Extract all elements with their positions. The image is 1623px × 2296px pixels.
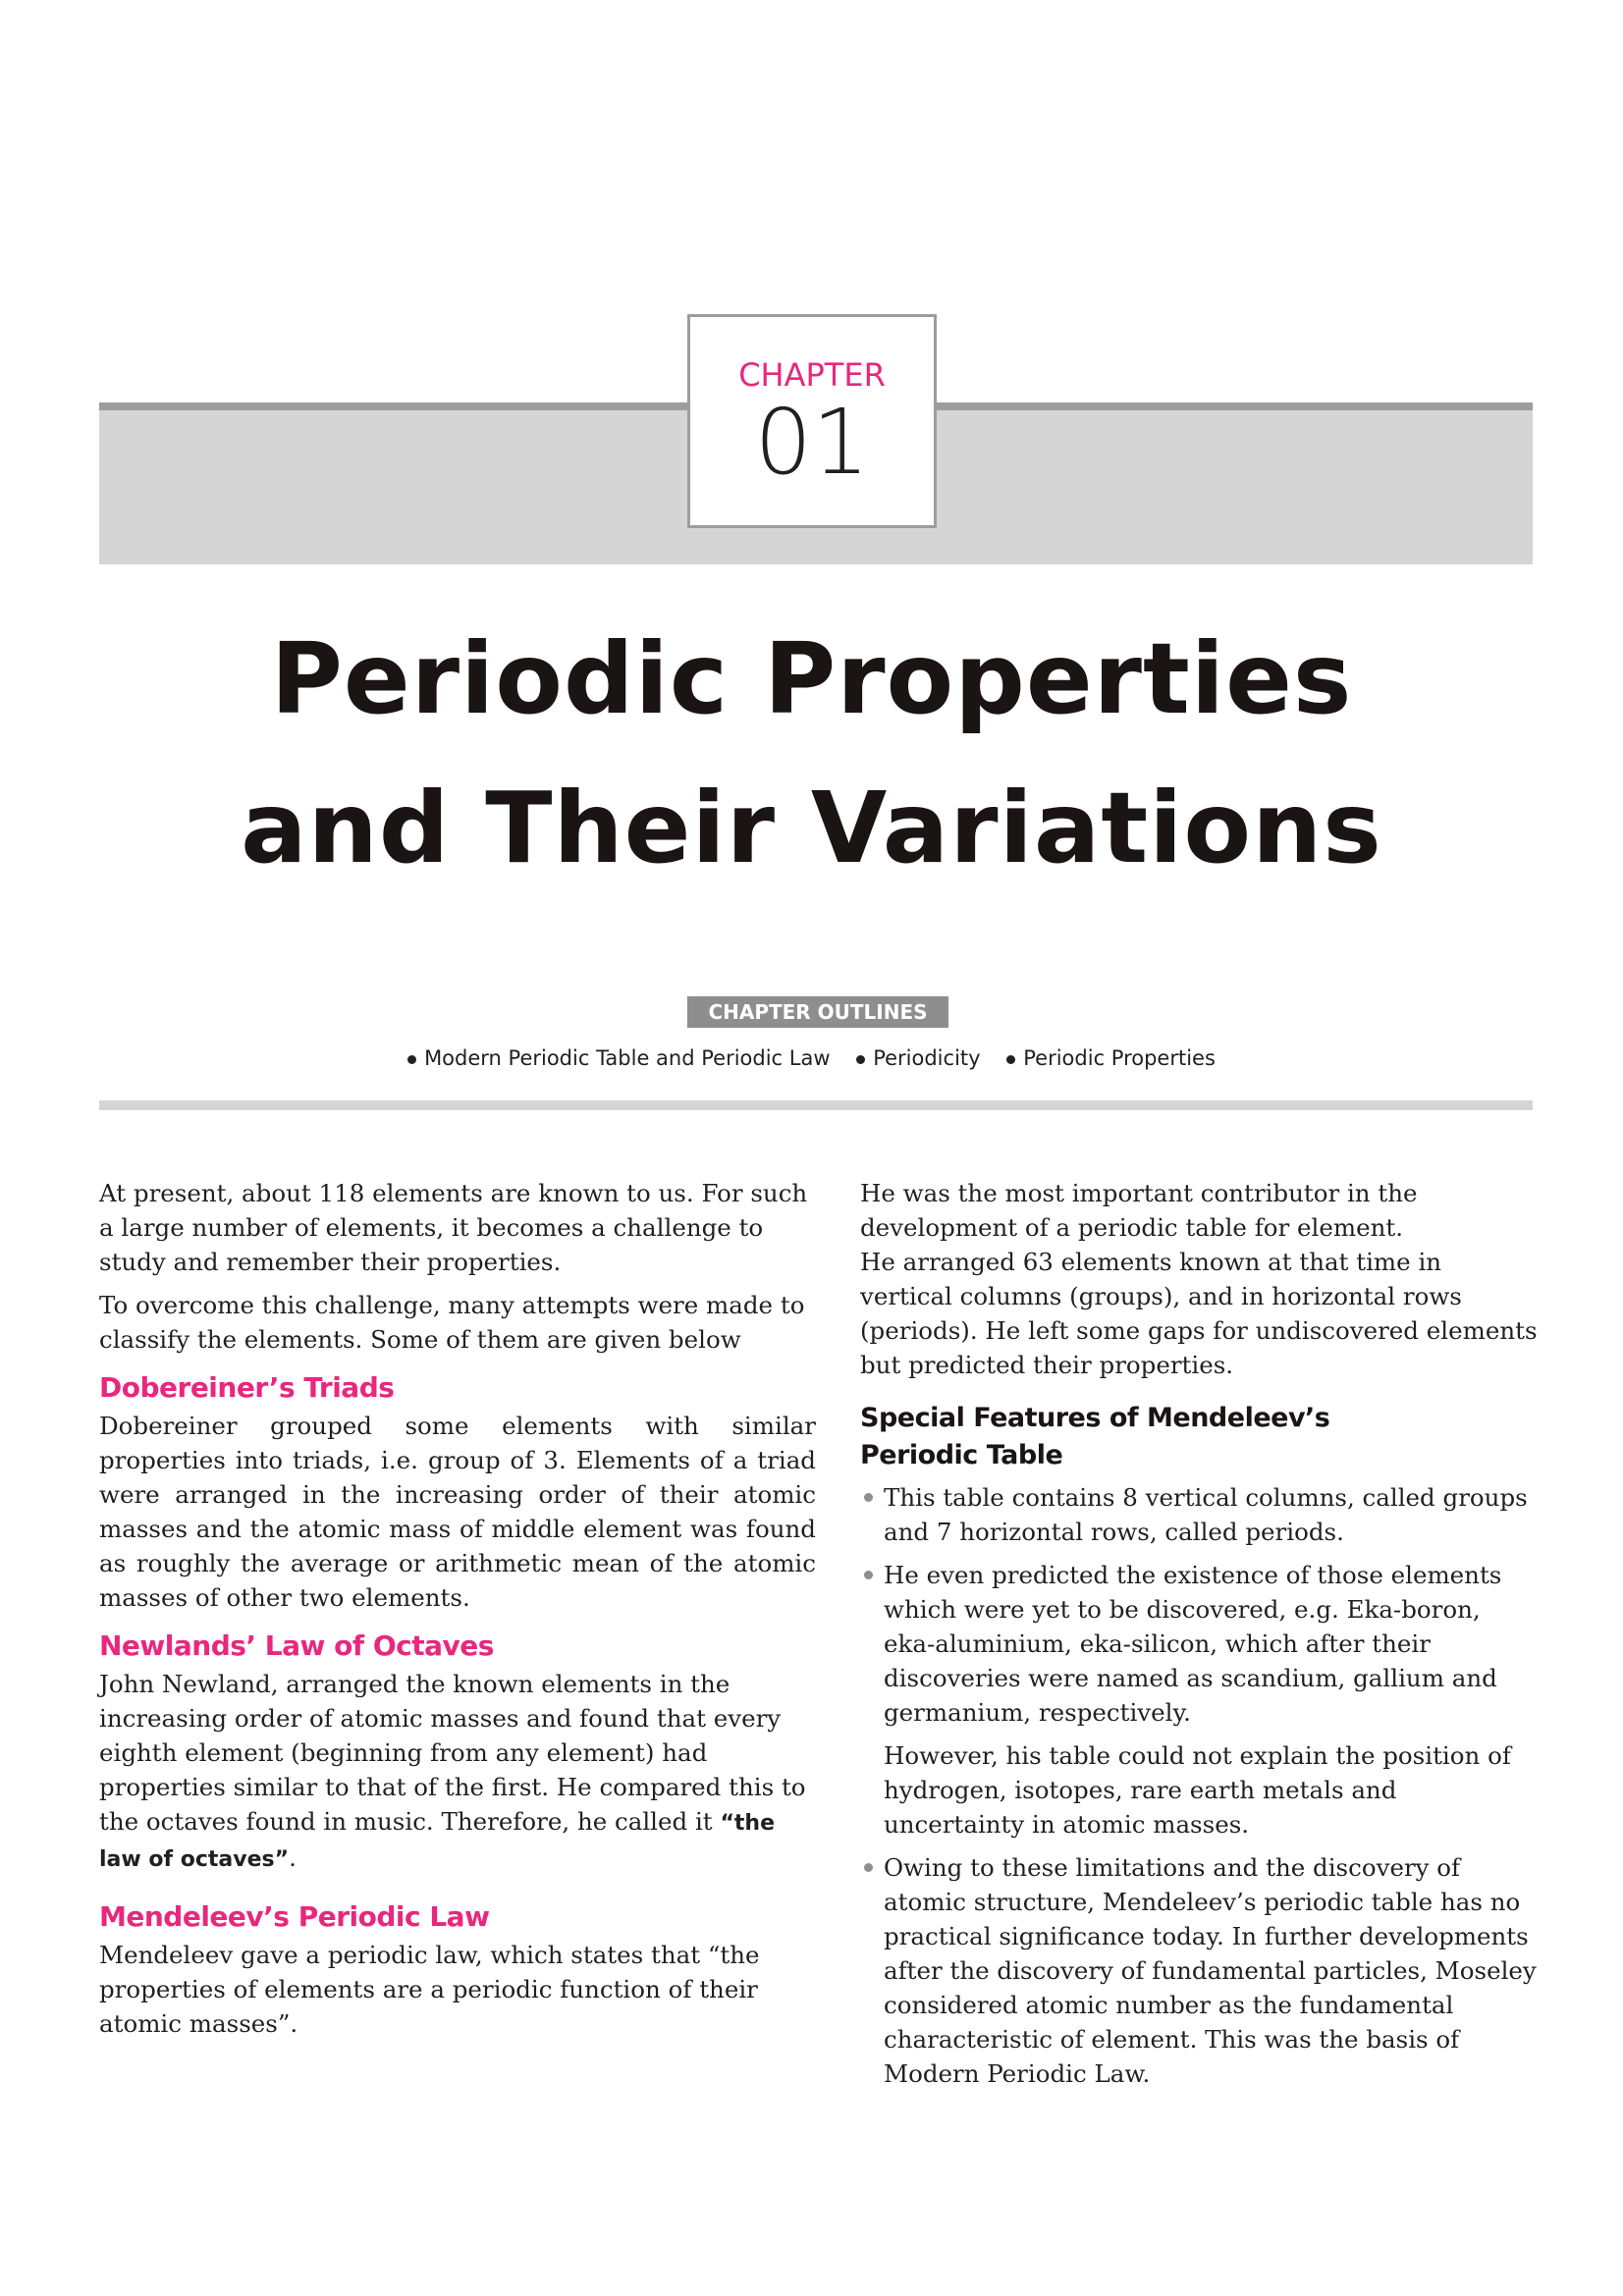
list-item	[860, 1850, 1538, 2091]
special-features-list	[860, 1480, 1538, 2091]
chapter-box	[687, 314, 937, 528]
mendeleev-contribution-text: He was the most important contributor in the development of a periodic table for element.	[860, 1179, 1418, 1242]
bullet-dot-icon	[407, 1055, 416, 1064]
chapter-title-line-1: Periodic Properties	[270, 621, 1353, 736]
feature-bullet-2: He even predicted the existence of those elements which were yet to be discovered, e.g. Eka-boron, eka-aluminium, eka-silicon, which after their discoveries were named as scandium, gallium and germanium, respectively.	[884, 1561, 1502, 1727]
chapter-outlines-list	[0, 1046, 1623, 1070]
feature-bullet-2-extra: However, his table could not explain the position of hydrogen, isotopes, rare earth metals and uncertainty in atomic masses.	[884, 1741, 1511, 1839]
feature-bullet-3: Owing to these limitations and the discovery of atomic structure, Mendeleev’s periodic table has no practical significance today. In further developments after the discovery of fundamental particles, Moseley considered atomic number as the fundamental characteristic of element. This was the basis of Modern Periodic Law.	[884, 1853, 1537, 2088]
outline-item-label: Modern Periodic Table and Periodic Law	[424, 1046, 831, 1070]
bullet-dot-icon	[864, 1493, 873, 1502]
feature-bullet-1: This table contains 8 vertical columns, called groups and 7 horizontal rows, called periods.	[884, 1483, 1528, 1546]
outline-item	[856, 1046, 980, 1070]
mendeleev-arrangement-text: He arranged 63 elements known at that time in vertical columns (groups), and in horizontal rows (periods). He left some gaps for undiscovered elements but predicted their properties.	[860, 1248, 1538, 1379]
outline-item-label: Periodic Properties	[1023, 1046, 1216, 1070]
chapter-number: 01	[754, 390, 870, 495]
outline-item	[1006, 1046, 1216, 1070]
chapter-label: CHAPTER	[738, 356, 886, 394]
dobereiner-triads-heading: Dobereiner’s Triads	[99, 1371, 395, 1404]
newlands-octaves-text: John Newland, arranged the known elements in the increasing order of atomic masses and found that every eighth element (beginning from any element) had properties similar to that of the first. He compared this to the octaves found in music. Therefore, he called it	[99, 1670, 806, 1836]
special-features-heading	[860, 1400, 1538, 1474]
list-item	[860, 1558, 1538, 1842]
newlands-octaves-heading: Newlands’ Law of Octaves	[99, 1629, 494, 1662]
outline-item	[407, 1046, 830, 1070]
left-column	[99, 1176, 816, 2050]
bullet-dot-icon	[856, 1055, 865, 1064]
intro-paragraph-2: To overcome this challenge, many attempts were made to classify the elements. Some of them are given below	[99, 1291, 805, 1354]
newlands-octaves-end: .	[289, 1843, 297, 1872]
dobereiner-triads-text: Dobereiner grouped some elements with similar properties into triads, i.e. group of 3. Elements of a triad were arranged in the increasing order of their atomic masses and the atomic mass of middle element was found as roughly the average or arithmetic mean of the atomic masses of other two elements.	[99, 1412, 816, 1612]
right-column	[860, 1176, 1538, 2100]
chapter-outlines-label: CHAPTER OUTLINES	[687, 996, 948, 1028]
law-of-octaves-quote: “the law of octaves”	[99, 1811, 776, 1872]
special-features-heading-line-1: Special Features of Mendeleev’s	[860, 1403, 1330, 1433]
chapter-title	[0, 605, 1623, 903]
mendeleev-law-heading: Mendeleev’s Periodic Law	[99, 1900, 490, 1933]
list-item	[860, 1480, 1538, 1549]
special-features-heading-line-2: Periodic Table	[860, 1440, 1063, 1470]
bullet-dot-icon	[864, 1571, 873, 1579]
section-divider	[99, 1100, 1533, 1110]
outline-item-label: Periodicity	[873, 1046, 981, 1070]
chapter-title-line-2: and Their Variations	[241, 771, 1382, 885]
newlands-octaves-paragraph	[99, 1667, 816, 1877]
intro-paragraph-1: At present, about 118 elements are known to us. For such a large number of elements, it becomes a challenge to study and remember their properties.	[99, 1179, 808, 1276]
bullet-dot-icon	[1006, 1055, 1015, 1064]
mendeleev-law-text: Mendeleev gave a periodic law, which states that “the properties of elements are a periodic function of their atomic masses”.	[99, 1941, 760, 2038]
bullet-dot-icon	[864, 1863, 873, 1872]
